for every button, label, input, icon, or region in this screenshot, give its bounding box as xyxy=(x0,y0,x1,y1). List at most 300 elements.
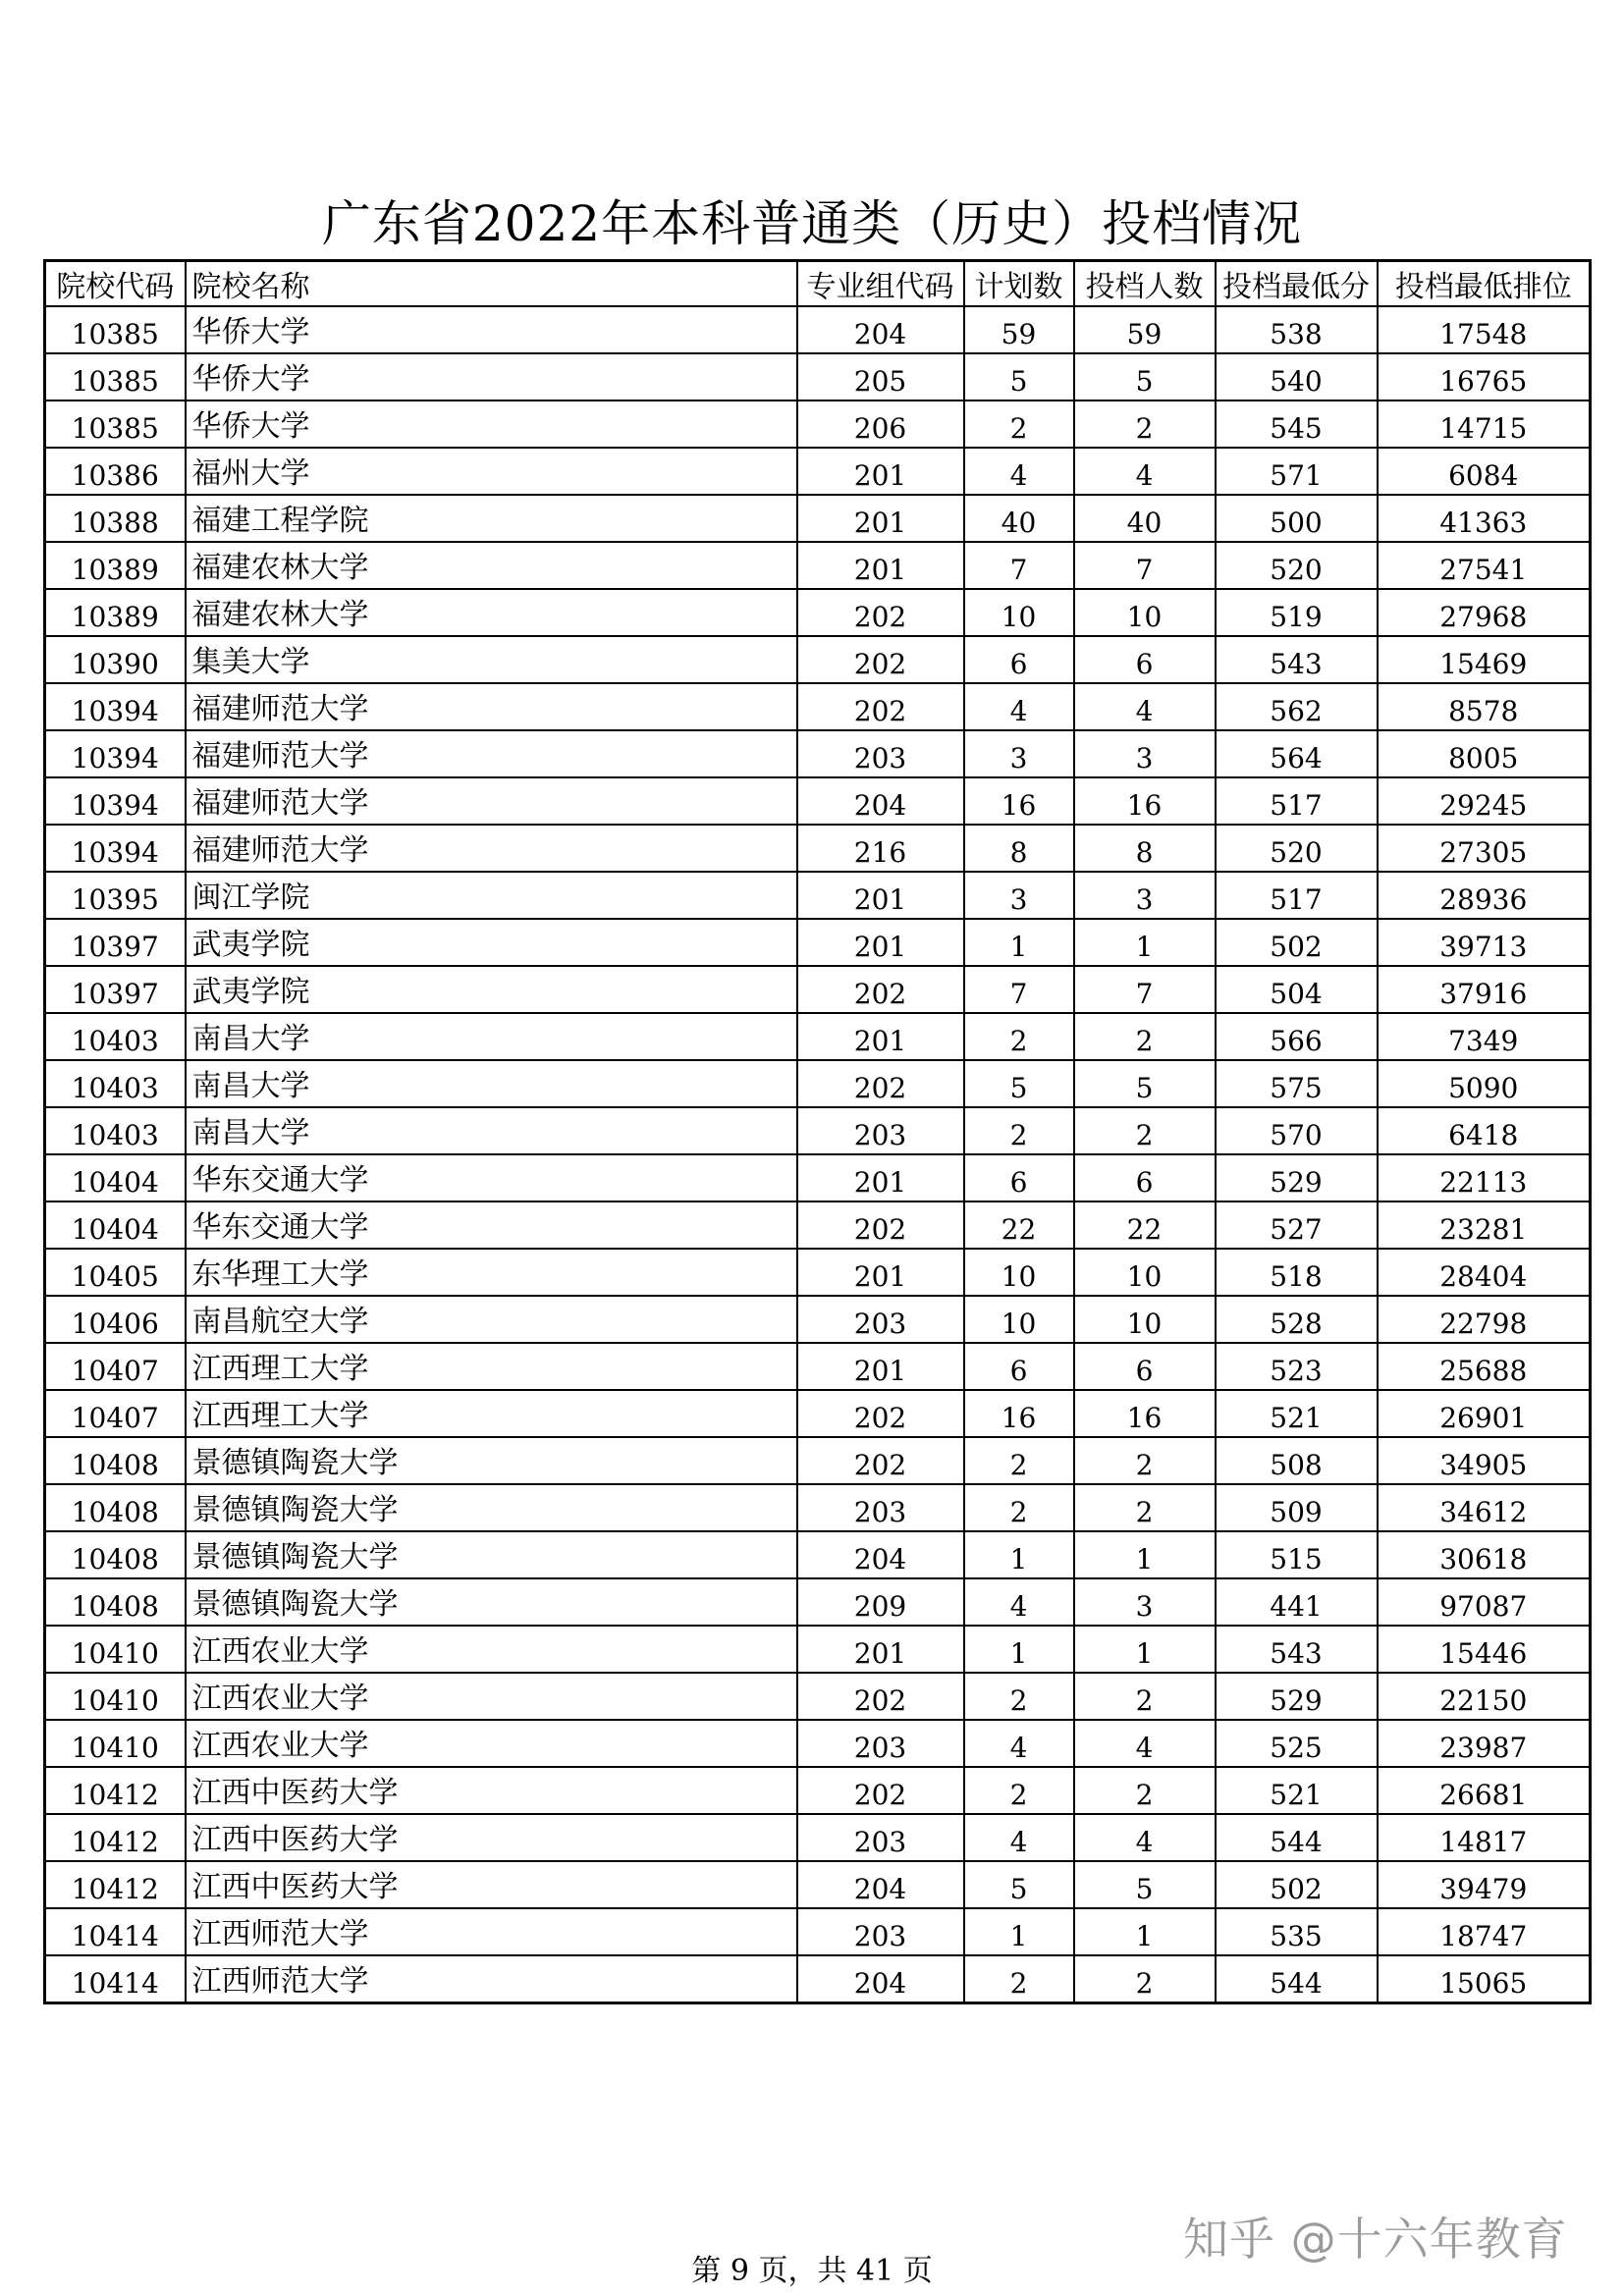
cell-school-name: 南昌大学 xyxy=(186,1107,797,1154)
cell-school-name: 福建农林大学 xyxy=(186,589,797,636)
cell-school-code: 10397 xyxy=(45,966,186,1013)
cell-school-code: 10397 xyxy=(45,919,186,966)
cell-min-rank: 15065 xyxy=(1378,1955,1591,2003)
cell-min-rank: 22113 xyxy=(1378,1154,1591,1201)
cell-min-score: 520 xyxy=(1216,542,1378,589)
cell-plan-count: 22 xyxy=(964,1201,1074,1249)
cell-min-rank: 17548 xyxy=(1378,306,1591,353)
cell-min-rank: 5090 xyxy=(1378,1060,1591,1107)
cell-admitted-count: 1 xyxy=(1074,919,1216,966)
table-row xyxy=(45,353,1591,400)
cell-group-code: 201 xyxy=(797,1154,964,1201)
cell-school-name: 景德镇陶瓷大学 xyxy=(186,1578,797,1626)
cell-group-code: 202 xyxy=(797,1060,964,1107)
cell-admitted-count: 3 xyxy=(1074,872,1216,919)
cell-school-name: 福建工程学院 xyxy=(186,495,797,542)
cell-min-rank: 15469 xyxy=(1378,636,1591,683)
cell-plan-count: 6 xyxy=(964,1343,1074,1390)
cell-admitted-count: 2 xyxy=(1074,1673,1216,1720)
cell-min-score: 529 xyxy=(1216,1673,1378,1720)
table-row xyxy=(45,1060,1591,1107)
cell-admitted-count: 3 xyxy=(1074,1578,1216,1626)
cell-group-code: 203 xyxy=(797,1814,964,1861)
cell-admitted-count: 6 xyxy=(1074,636,1216,683)
header-min-rank: 投档最低排位 xyxy=(1378,261,1591,307)
cell-min-rank: 97087 xyxy=(1378,1578,1591,1626)
cell-school-code: 10394 xyxy=(45,777,186,825)
cell-group-code: 202 xyxy=(797,589,964,636)
cell-school-code: 10389 xyxy=(45,589,186,636)
header-min-score: 投档最低分 xyxy=(1216,261,1378,307)
cell-admitted-count: 5 xyxy=(1074,1861,1216,1908)
cell-min-score: 564 xyxy=(1216,730,1378,777)
table-row xyxy=(45,1814,1591,1861)
cell-school-name: 华东交通大学 xyxy=(186,1201,797,1249)
cell-plan-count: 5 xyxy=(964,1060,1074,1107)
cell-plan-count: 3 xyxy=(964,730,1074,777)
cell-school-code: 10403 xyxy=(45,1107,186,1154)
table-row xyxy=(45,589,1591,636)
cell-plan-count: 1 xyxy=(964,919,1074,966)
cell-plan-count: 2 xyxy=(964,1673,1074,1720)
cell-group-code: 204 xyxy=(797,1531,964,1578)
cell-admitted-count: 4 xyxy=(1074,1720,1216,1767)
cell-school-name: 江西农业大学 xyxy=(186,1673,797,1720)
cell-min-score: 521 xyxy=(1216,1767,1378,1814)
cell-plan-count: 4 xyxy=(964,683,1074,730)
cell-school-name: 东华理工大学 xyxy=(186,1249,797,1296)
cell-group-code: 202 xyxy=(797,683,964,730)
cell-group-code: 204 xyxy=(797,306,964,353)
cell-admitted-count: 1 xyxy=(1074,1626,1216,1673)
header-school-code: 院校代码 xyxy=(45,261,186,307)
cell-admitted-count: 2 xyxy=(1074,1767,1216,1814)
cell-group-code: 203 xyxy=(797,1296,964,1343)
cell-school-name: 南昌大学 xyxy=(186,1060,797,1107)
table-row xyxy=(45,1296,1591,1343)
cell-min-score: 508 xyxy=(1216,1437,1378,1484)
cell-plan-count: 7 xyxy=(964,542,1074,589)
cell-group-code: 202 xyxy=(797,1390,964,1437)
table-row xyxy=(45,777,1591,825)
cell-admitted-count: 5 xyxy=(1074,353,1216,400)
table-row xyxy=(45,1720,1591,1767)
table-row xyxy=(45,730,1591,777)
cell-min-rank: 7349 xyxy=(1378,1013,1591,1060)
cell-plan-count: 4 xyxy=(964,448,1074,495)
cell-admitted-count: 4 xyxy=(1074,683,1216,730)
cell-plan-count: 16 xyxy=(964,1390,1074,1437)
cell-admitted-count: 2 xyxy=(1074,1013,1216,1060)
cell-min-rank: 27968 xyxy=(1378,589,1591,636)
cell-group-code: 202 xyxy=(797,1201,964,1249)
cell-admitted-count: 7 xyxy=(1074,966,1216,1013)
cell-min-score: 570 xyxy=(1216,1107,1378,1154)
cell-plan-count: 2 xyxy=(964,1013,1074,1060)
cell-min-score: 545 xyxy=(1216,400,1378,448)
cell-group-code: 202 xyxy=(797,1767,964,1814)
cell-min-rank: 26901 xyxy=(1378,1390,1591,1437)
cell-school-code: 10408 xyxy=(45,1484,186,1531)
cell-group-code: 201 xyxy=(797,872,964,919)
cell-school-name: 江西农业大学 xyxy=(186,1626,797,1673)
cell-school-code: 10394 xyxy=(45,825,186,872)
cell-min-rank: 23987 xyxy=(1378,1720,1591,1767)
cell-min-rank: 14817 xyxy=(1378,1814,1591,1861)
cell-admitted-count: 10 xyxy=(1074,1296,1216,1343)
cell-min-score: 441 xyxy=(1216,1578,1378,1626)
cell-min-score: 500 xyxy=(1216,495,1378,542)
cell-plan-count: 10 xyxy=(964,1249,1074,1296)
cell-school-name: 景德镇陶瓷大学 xyxy=(186,1437,797,1484)
header-plan-count: 计划数 xyxy=(964,261,1074,307)
cell-min-score: 535 xyxy=(1216,1908,1378,1955)
cell-school-name: 福建师范大学 xyxy=(186,825,797,872)
cell-school-name: 江西师范大学 xyxy=(186,1908,797,1955)
cell-min-score: 520 xyxy=(1216,825,1378,872)
cell-school-code: 10388 xyxy=(45,495,186,542)
cell-school-code: 10406 xyxy=(45,1296,186,1343)
cell-group-code: 203 xyxy=(797,1720,964,1767)
table-row xyxy=(45,1626,1591,1673)
cell-plan-count: 2 xyxy=(964,1955,1074,2003)
cell-min-rank: 22798 xyxy=(1378,1296,1591,1343)
cell-min-rank: 26681 xyxy=(1378,1767,1591,1814)
cell-school-name: 江西农业大学 xyxy=(186,1720,797,1767)
cell-plan-count: 6 xyxy=(964,1154,1074,1201)
cell-plan-count: 1 xyxy=(964,1908,1074,1955)
cell-group-code: 202 xyxy=(797,1437,964,1484)
cell-school-name: 集美大学 xyxy=(186,636,797,683)
cell-min-rank: 27541 xyxy=(1378,542,1591,589)
table-row xyxy=(45,872,1591,919)
cell-school-name: 华侨大学 xyxy=(186,353,797,400)
cell-admitted-count: 1 xyxy=(1074,1531,1216,1578)
cell-min-rank: 18747 xyxy=(1378,1908,1591,1955)
cell-school-name: 江西师范大学 xyxy=(186,1955,797,2003)
table-row xyxy=(45,636,1591,683)
cell-school-code: 10408 xyxy=(45,1437,186,1484)
cell-school-name: 景德镇陶瓷大学 xyxy=(186,1484,797,1531)
cell-admitted-count: 7 xyxy=(1074,542,1216,589)
cell-school-code: 10390 xyxy=(45,636,186,683)
cell-group-code: 201 xyxy=(797,542,964,589)
cell-min-rank: 27305 xyxy=(1378,825,1591,872)
cell-plan-count: 6 xyxy=(964,636,1074,683)
cell-admitted-count: 59 xyxy=(1074,306,1216,353)
cell-school-name: 武夷学院 xyxy=(186,919,797,966)
cell-school-code: 10410 xyxy=(45,1673,186,1720)
cell-group-code: 204 xyxy=(797,1861,964,1908)
cell-group-code: 203 xyxy=(797,1908,964,1955)
cell-school-name: 景德镇陶瓷大学 xyxy=(186,1531,797,1578)
cell-min-score: 543 xyxy=(1216,636,1378,683)
cell-min-rank: 39479 xyxy=(1378,1861,1591,1908)
cell-admitted-count: 2 xyxy=(1074,1107,1216,1154)
cell-plan-count: 5 xyxy=(964,353,1074,400)
cell-plan-count: 1 xyxy=(964,1531,1074,1578)
cell-plan-count: 2 xyxy=(964,1107,1074,1154)
cell-min-score: 571 xyxy=(1216,448,1378,495)
cell-school-code: 10405 xyxy=(45,1249,186,1296)
cell-min-score: 523 xyxy=(1216,1343,1378,1390)
cell-school-code: 10404 xyxy=(45,1201,186,1249)
cell-school-code: 10407 xyxy=(45,1343,186,1390)
cell-group-code: 206 xyxy=(797,400,964,448)
table-row xyxy=(45,1578,1591,1626)
cell-min-rank: 23281 xyxy=(1378,1201,1591,1249)
table-body xyxy=(45,306,1591,2003)
cell-school-name: 福州大学 xyxy=(186,448,797,495)
table-row xyxy=(45,1201,1591,1249)
cell-school-name: 福建师范大学 xyxy=(186,683,797,730)
table-row xyxy=(45,1437,1591,1484)
cell-group-code: 203 xyxy=(797,1484,964,1531)
cell-admitted-count: 4 xyxy=(1074,1814,1216,1861)
cell-group-code: 201 xyxy=(797,495,964,542)
cell-school-name: 闽江学院 xyxy=(186,872,797,919)
cell-min-rank: 28936 xyxy=(1378,872,1591,919)
cell-group-code: 203 xyxy=(797,730,964,777)
cell-min-rank: 29245 xyxy=(1378,777,1591,825)
cell-admitted-count: 2 xyxy=(1074,1437,1216,1484)
cell-admitted-count: 22 xyxy=(1074,1201,1216,1249)
cell-group-code: 201 xyxy=(797,1626,964,1673)
cell-min-score: 527 xyxy=(1216,1201,1378,1249)
cell-min-rank: 16765 xyxy=(1378,353,1591,400)
table-row xyxy=(45,825,1591,872)
cell-school-name: 武夷学院 xyxy=(186,966,797,1013)
cell-plan-count: 59 xyxy=(964,306,1074,353)
cell-school-code: 10395 xyxy=(45,872,186,919)
table-row xyxy=(45,1955,1591,2003)
cell-min-rank: 15446 xyxy=(1378,1626,1591,1673)
cell-school-code: 10414 xyxy=(45,1908,186,1955)
header-admitted-count: 投档人数 xyxy=(1074,261,1216,307)
cell-plan-count: 1 xyxy=(964,1626,1074,1673)
cell-min-rank: 6418 xyxy=(1378,1107,1591,1154)
cell-school-name: 江西中医药大学 xyxy=(186,1861,797,1908)
cell-school-code: 10385 xyxy=(45,306,186,353)
cell-plan-count: 2 xyxy=(964,1437,1074,1484)
table-row xyxy=(45,400,1591,448)
cell-plan-count: 3 xyxy=(964,872,1074,919)
cell-min-rank: 34612 xyxy=(1378,1484,1591,1531)
cell-school-name: 江西理工大学 xyxy=(186,1343,797,1390)
cell-school-name: 华侨大学 xyxy=(186,306,797,353)
cell-admitted-count: 2 xyxy=(1074,1955,1216,2003)
cell-min-score: 519 xyxy=(1216,589,1378,636)
cell-min-score: 525 xyxy=(1216,1720,1378,1767)
cell-min-score: 544 xyxy=(1216,1814,1378,1861)
cell-school-name: 华东交通大学 xyxy=(186,1154,797,1201)
cell-plan-count: 40 xyxy=(964,495,1074,542)
cell-admitted-count: 2 xyxy=(1074,1484,1216,1531)
table-row xyxy=(45,1908,1591,1955)
table-row xyxy=(45,1484,1591,1531)
cell-group-code: 201 xyxy=(797,1013,964,1060)
cell-plan-count: 4 xyxy=(964,1814,1074,1861)
cell-min-score: 529 xyxy=(1216,1154,1378,1201)
cell-school-code: 10408 xyxy=(45,1578,186,1626)
header-group-code: 专业组代码 xyxy=(797,261,964,307)
cell-group-code: 203 xyxy=(797,1107,964,1154)
cell-school-name: 福建师范大学 xyxy=(186,777,797,825)
cell-group-code: 204 xyxy=(797,777,964,825)
page-footer: 第 9 页，共 41 页 xyxy=(691,2254,933,2288)
cell-admitted-count: 16 xyxy=(1074,777,1216,825)
cell-group-code: 202 xyxy=(797,1673,964,1720)
cell-school-name: 江西中医药大学 xyxy=(186,1814,797,1861)
cell-school-code: 10412 xyxy=(45,1814,186,1861)
cell-plan-count: 7 xyxy=(964,966,1074,1013)
cell-school-code: 10410 xyxy=(45,1720,186,1767)
cell-plan-count: 2 xyxy=(964,1767,1074,1814)
cell-min-score: 502 xyxy=(1216,1861,1378,1908)
cell-min-rank: 8005 xyxy=(1378,730,1591,777)
cell-min-score: 502 xyxy=(1216,919,1378,966)
cell-min-score: 521 xyxy=(1216,1390,1378,1437)
cell-plan-count: 4 xyxy=(964,1720,1074,1767)
table-row xyxy=(45,683,1591,730)
cell-school-code: 10404 xyxy=(45,1154,186,1201)
cell-group-code: 202 xyxy=(797,966,964,1013)
cell-group-code: 202 xyxy=(797,636,964,683)
cell-admitted-count: 40 xyxy=(1074,495,1216,542)
cell-group-code: 201 xyxy=(797,919,964,966)
header-row xyxy=(45,261,1591,307)
cell-min-rank: 14715 xyxy=(1378,400,1591,448)
table-row xyxy=(45,966,1591,1013)
cell-admitted-count: 10 xyxy=(1074,1249,1216,1296)
cell-min-rank: 41363 xyxy=(1378,495,1591,542)
cell-min-score: 517 xyxy=(1216,872,1378,919)
cell-school-code: 10407 xyxy=(45,1390,186,1437)
cell-admitted-count: 16 xyxy=(1074,1390,1216,1437)
cell-school-code: 10412 xyxy=(45,1767,186,1814)
page-title: 广东省2022年本科普通类（历史）投档情况 xyxy=(321,195,1303,252)
cell-group-code: 201 xyxy=(797,1343,964,1390)
admission-table xyxy=(43,259,1592,2004)
cell-min-score: 517 xyxy=(1216,777,1378,825)
table-row xyxy=(45,1249,1591,1296)
cell-plan-count: 10 xyxy=(964,589,1074,636)
table-row xyxy=(45,1107,1591,1154)
cell-plan-count: 5 xyxy=(964,1861,1074,1908)
table-row xyxy=(45,1343,1591,1390)
cell-min-rank: 6084 xyxy=(1378,448,1591,495)
cell-school-name: 江西理工大学 xyxy=(186,1390,797,1437)
cell-min-rank: 8578 xyxy=(1378,683,1591,730)
cell-school-code: 10386 xyxy=(45,448,186,495)
cell-admitted-count: 5 xyxy=(1074,1060,1216,1107)
table-row xyxy=(45,1390,1591,1437)
cell-group-code: 216 xyxy=(797,825,964,872)
table-row xyxy=(45,1013,1591,1060)
cell-school-code: 10389 xyxy=(45,542,186,589)
cell-school-code: 10385 xyxy=(45,353,186,400)
cell-min-score: 538 xyxy=(1216,306,1378,353)
cell-group-code: 209 xyxy=(797,1578,964,1626)
cell-admitted-count: 4 xyxy=(1074,448,1216,495)
table-row xyxy=(45,495,1591,542)
cell-admitted-count: 3 xyxy=(1074,730,1216,777)
cell-plan-count: 2 xyxy=(964,1484,1074,1531)
table-row xyxy=(45,1531,1591,1578)
table-row xyxy=(45,919,1591,966)
cell-min-score: 509 xyxy=(1216,1484,1378,1531)
cell-min-rank: 28404 xyxy=(1378,1249,1591,1296)
cell-admitted-count: 8 xyxy=(1074,825,1216,872)
cell-school-code: 10403 xyxy=(45,1013,186,1060)
cell-min-score: 515 xyxy=(1216,1531,1378,1578)
cell-min-score: 562 xyxy=(1216,683,1378,730)
cell-school-name: 江西中医药大学 xyxy=(186,1767,797,1814)
cell-school-code: 10394 xyxy=(45,730,186,777)
table-row xyxy=(45,448,1591,495)
cell-school-name: 南昌大学 xyxy=(186,1013,797,1060)
cell-admitted-count: 10 xyxy=(1074,589,1216,636)
cell-min-score: 504 xyxy=(1216,966,1378,1013)
table-row xyxy=(45,1154,1591,1201)
cell-school-code: 10394 xyxy=(45,683,186,730)
cell-school-code: 10410 xyxy=(45,1626,186,1673)
cell-group-code: 201 xyxy=(797,1249,964,1296)
cell-plan-count: 16 xyxy=(964,777,1074,825)
cell-plan-count: 4 xyxy=(964,1578,1074,1626)
cell-min-rank: 39713 xyxy=(1378,919,1591,966)
cell-min-rank: 37916 xyxy=(1378,966,1591,1013)
cell-min-score: 566 xyxy=(1216,1013,1378,1060)
table-row xyxy=(45,542,1591,589)
header-school-name: 院校名称 xyxy=(186,261,797,307)
cell-school-name: 南昌航空大学 xyxy=(186,1296,797,1343)
cell-admitted-count: 2 xyxy=(1074,400,1216,448)
table-row xyxy=(45,306,1591,353)
table-row xyxy=(45,1861,1591,1908)
watermark: 知乎 @十六年教育 xyxy=(1183,2213,1568,2266)
table-row xyxy=(45,1767,1591,1814)
cell-min-score: 518 xyxy=(1216,1249,1378,1296)
cell-group-code: 205 xyxy=(797,353,964,400)
cell-school-name: 福建农林大学 xyxy=(186,542,797,589)
cell-plan-count: 8 xyxy=(964,825,1074,872)
cell-min-score: 544 xyxy=(1216,1955,1378,2003)
cell-admitted-count: 1 xyxy=(1074,1908,1216,1955)
cell-school-code: 10412 xyxy=(45,1861,186,1908)
cell-school-name: 福建师范大学 xyxy=(186,730,797,777)
cell-school-name: 华侨大学 xyxy=(186,400,797,448)
cell-admitted-count: 6 xyxy=(1074,1154,1216,1201)
cell-plan-count: 10 xyxy=(964,1296,1074,1343)
cell-min-score: 540 xyxy=(1216,353,1378,400)
cell-min-score: 575 xyxy=(1216,1060,1378,1107)
table-row xyxy=(45,1673,1591,1720)
cell-min-rank: 30618 xyxy=(1378,1531,1591,1578)
cell-min-score: 543 xyxy=(1216,1626,1378,1673)
cell-school-code: 10408 xyxy=(45,1531,186,1578)
cell-school-code: 10385 xyxy=(45,400,186,448)
cell-min-score: 528 xyxy=(1216,1296,1378,1343)
cell-min-rank: 25688 xyxy=(1378,1343,1591,1390)
cell-school-code: 10414 xyxy=(45,1955,186,2003)
cell-school-code: 10403 xyxy=(45,1060,186,1107)
cell-group-code: 201 xyxy=(797,448,964,495)
cell-plan-count: 2 xyxy=(964,400,1074,448)
cell-min-rank: 34905 xyxy=(1378,1437,1591,1484)
cell-min-rank: 22150 xyxy=(1378,1673,1591,1720)
cell-group-code: 204 xyxy=(797,1955,964,2003)
